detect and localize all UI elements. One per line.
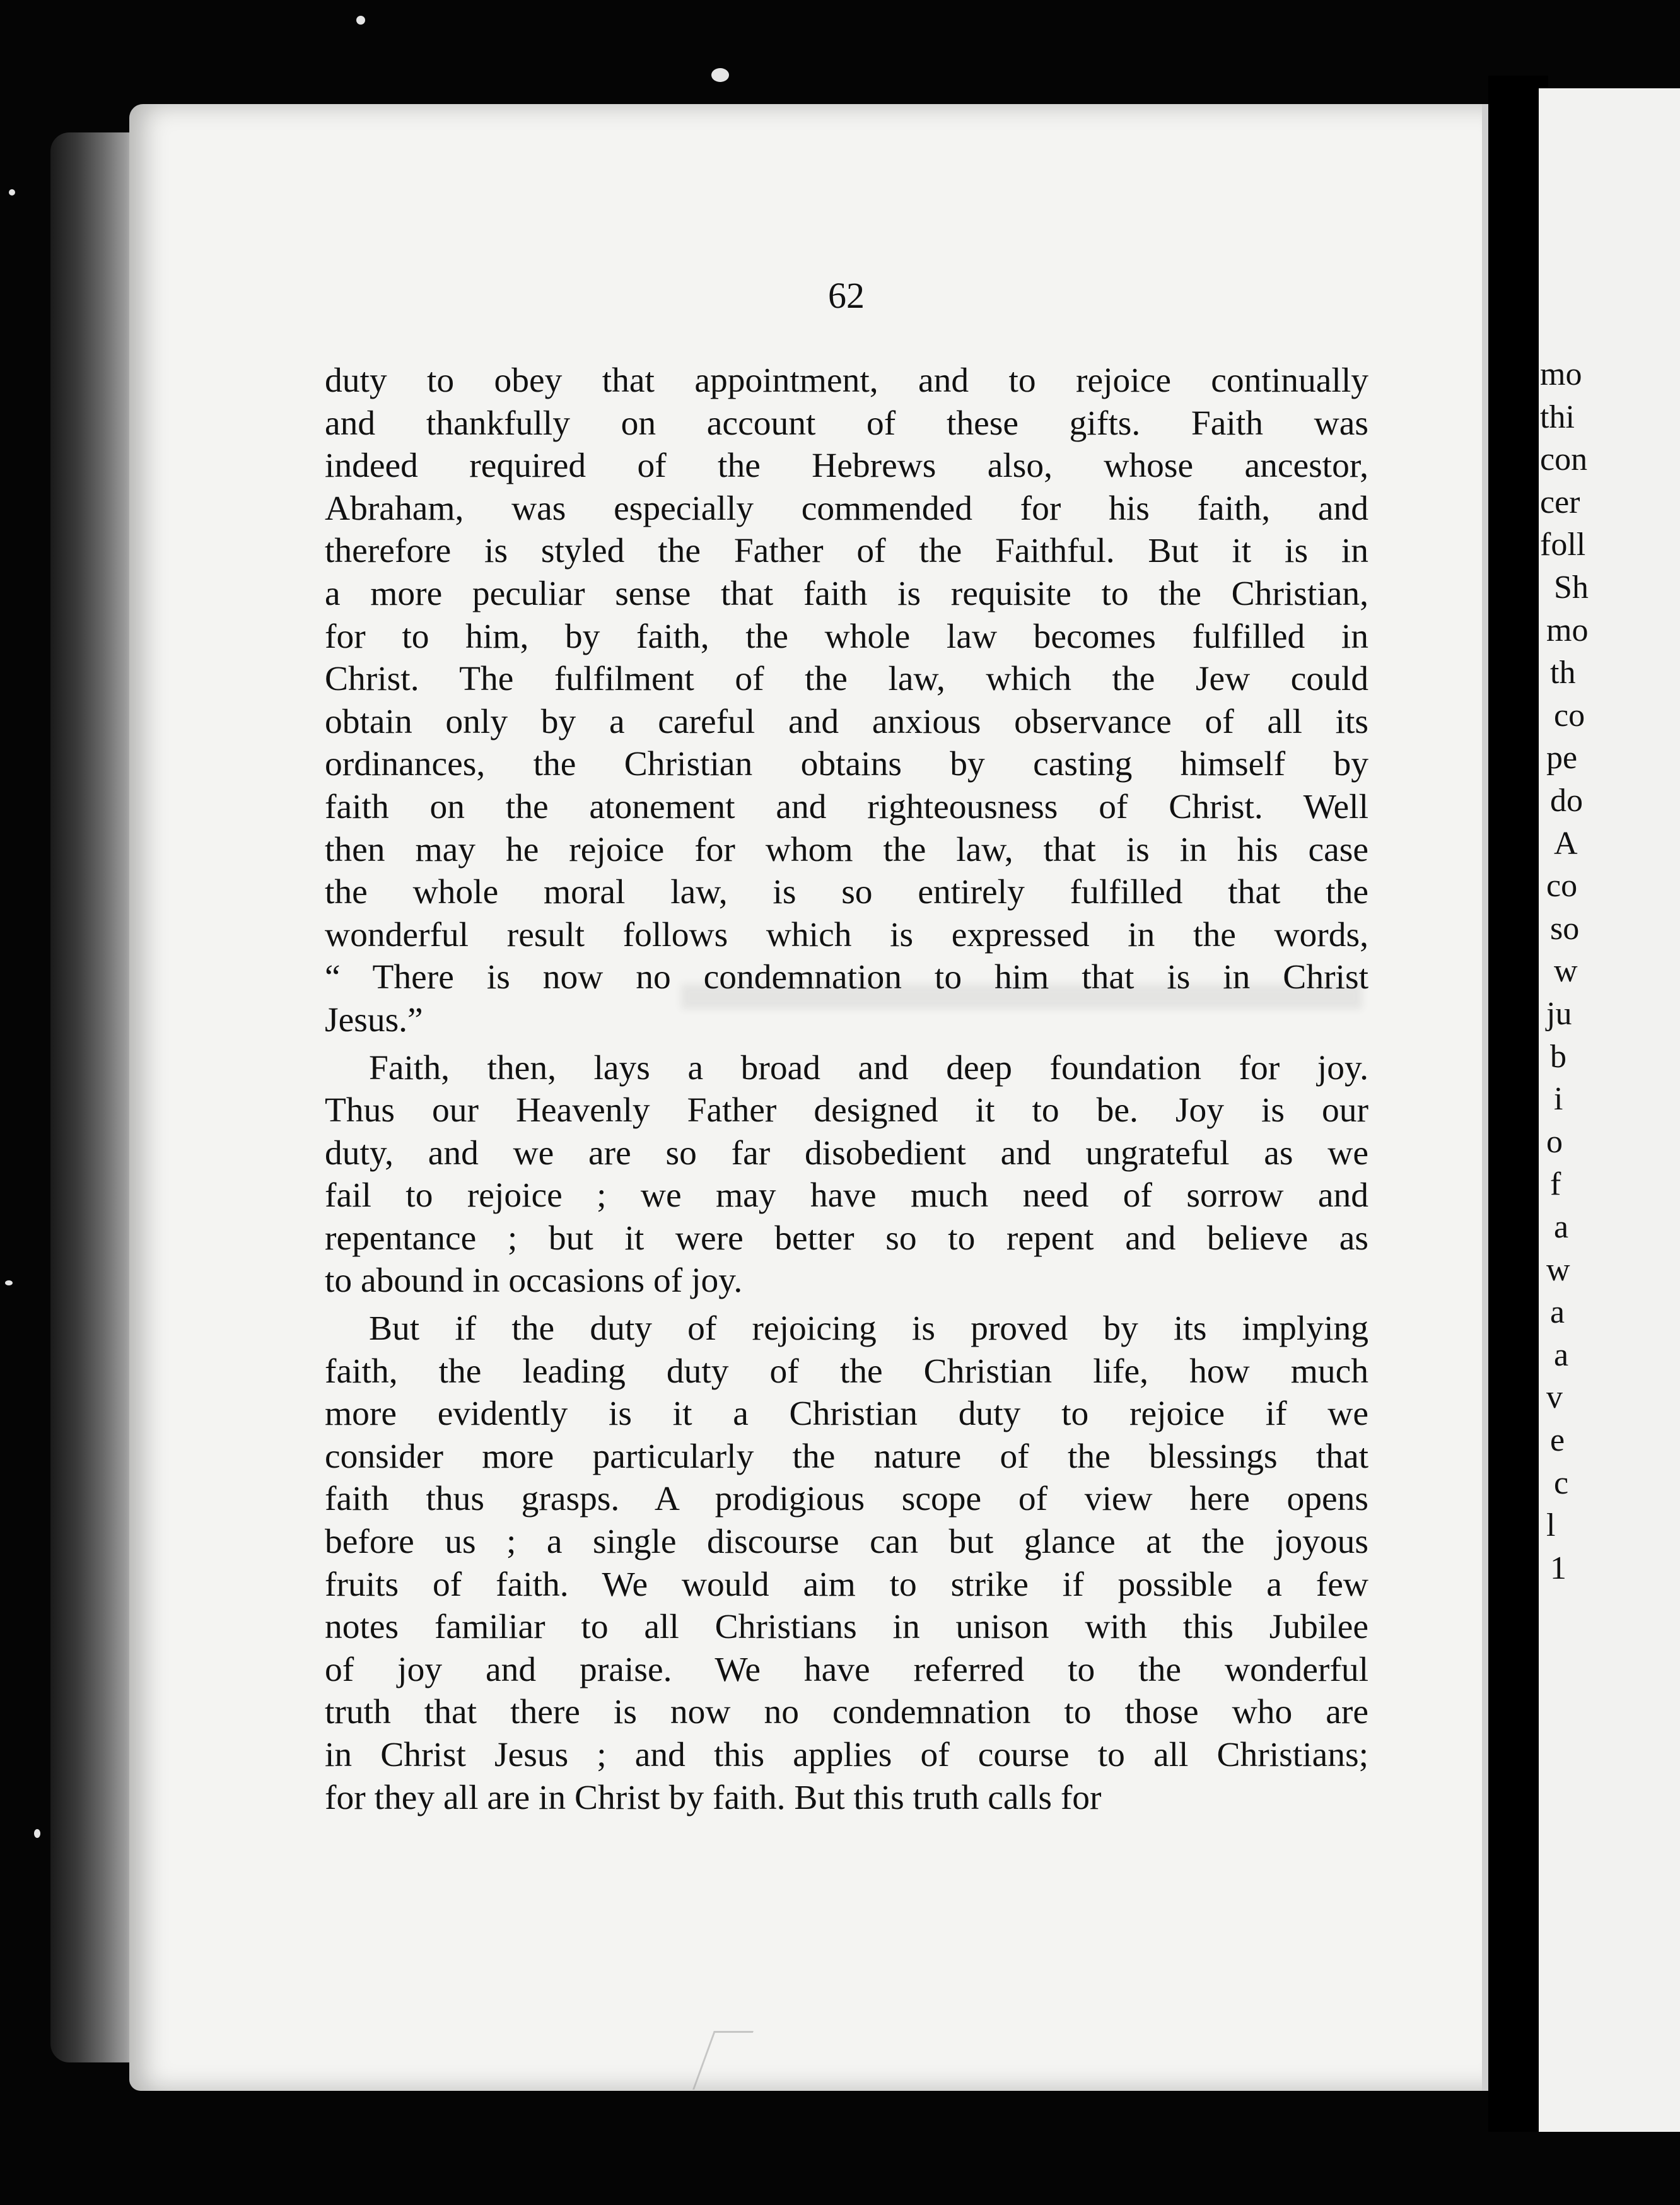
dust-speck — [5, 1280, 13, 1285]
text-line: truth that there is now no condemnation to those who are — [325, 1693, 1368, 1732]
text-line: more evidently is it a Christian duty to rejoice if we — [325, 1395, 1368, 1434]
facing-line-fragment: b — [1550, 1038, 1566, 1075]
text-line: faith on the atonement and righteousness of Christ. Well — [325, 787, 1368, 826]
text-line: a more peculiar sense that faith is requisite to the Christian, — [325, 574, 1368, 613]
text-line: to abound in occasions of joy. — [325, 1261, 743, 1301]
dust-speck — [356, 16, 365, 25]
facing-line-fragment: l — [1546, 1507, 1556, 1544]
facing-line-fragment: th — [1550, 655, 1576, 691]
text-line: the whole moral law, is so entirely fulfilled that the — [325, 873, 1368, 912]
facing-line-fragment: con — [1540, 442, 1588, 478]
facing-page — [1539, 88, 1680, 2132]
facing-line-fragment: co — [1554, 697, 1585, 734]
facing-line-fragment: w — [1546, 1251, 1570, 1288]
text-line: wonderful result follows which is expressed in the words, — [325, 915, 1368, 954]
facing-line-fragment: ju — [1546, 996, 1572, 1032]
text-line: in Christ Jesus ; and this applies of course to all Christians; — [325, 1736, 1368, 1774]
paragraph-gap — [325, 1302, 1368, 1307]
text-line: consider more particularly the nature of the blessings that — [325, 1437, 1368, 1476]
facing-line-fragment: e — [1550, 1422, 1565, 1458]
paragraph — [325, 1047, 1368, 1303]
dust-speck — [711, 68, 729, 82]
text-line: Abraham, was especially commended for his faith, and — [325, 489, 1368, 528]
text-line: Thus our Heavenly Father designed it to be. Joy is our — [325, 1091, 1368, 1130]
dust-speck — [34, 1829, 40, 1838]
text-line: then may he rejoice for whom the law, that is in his case — [325, 830, 1368, 869]
text-line: repentance ; but it were better so to repent and believe as — [325, 1219, 1368, 1258]
text-line: But if the duty of rejoicing is proved by its implying — [369, 1309, 1368, 1348]
text-line: before us ; a single discourse can but glance at the joyous — [325, 1523, 1368, 1562]
facing-line-fragment: 1 — [1550, 1550, 1566, 1586]
facing-line-fragment: co — [1546, 868, 1578, 904]
text-line: Christ. The fulfilment of the law, which the Jew could — [325, 660, 1368, 699]
text-line: Jesus.” — [325, 1000, 423, 1039]
facing-line-fragment: do — [1550, 783, 1583, 819]
page-number: 62 — [828, 275, 865, 316]
facing-line-fragment: A — [1554, 825, 1578, 862]
facing-line-fragment: w — [1554, 953, 1578, 990]
text-line: fail to rejoice ; we may have much need of sorrow and — [325, 1176, 1368, 1215]
facing-line-fragment: a — [1554, 1209, 1569, 1245]
facing-line-fragment: thi — [1540, 399, 1575, 435]
text-line: obtain only by a careful and anxious observance of all its — [325, 702, 1368, 741]
text-line: “ There is now no condemnation to him that is in Christ — [325, 958, 1368, 997]
facing-line-fragment: pe — [1546, 740, 1578, 776]
text-line: therefore is styled the Father of the Faithful. But it is in — [325, 532, 1368, 571]
facing-line-fragment: f — [1550, 1166, 1561, 1203]
text-line: of joy and praise. We have referred to the wonderful — [325, 1650, 1368, 1689]
text-line: duty, and we are so far disobedient and ungrateful as we — [325, 1133, 1368, 1173]
facing-line-fragment: Sh — [1554, 570, 1589, 605]
text-line: ordinances, the Christian obtains by casting himself by — [325, 745, 1368, 784]
text-line: duty to obey that appointment, and to rejoice continually — [325, 361, 1368, 400]
text-line: notes familiar to all Christians in unison with this Jubilee — [325, 1608, 1368, 1647]
facing-line-fragment: mo — [1546, 612, 1589, 648]
text-line: fruits of faith. We would aim to strike if possible a few — [325, 1565, 1368, 1604]
facing-line-fragment: a — [1554, 1336, 1569, 1373]
text-line: Faith, then, lays a broad and deep foundation for joy. — [369, 1048, 1368, 1087]
facing-line-fragment: so — [1550, 910, 1580, 947]
facing-line-fragment: i — [1554, 1081, 1563, 1118]
text-line: and thankfully on account of these gifts. Faith was — [325, 404, 1368, 443]
page-edge — [1482, 104, 1488, 2091]
paragraph — [325, 360, 1368, 1042]
text-line: faith, the leading duty of the Christian life, how much — [325, 1352, 1368, 1391]
facing-line-fragment: mo — [1540, 356, 1582, 392]
facing-line-fragment: o — [1546, 1123, 1563, 1160]
paragraph-gap — [325, 1042, 1368, 1047]
book-binding-edge — [50, 132, 139, 2062]
text-line: indeed required of the Hebrews also, whose ancestor, — [325, 447, 1368, 486]
facing-line-fragment: foll — [1540, 527, 1586, 563]
dust-speck — [9, 189, 15, 196]
facing-line-fragment: v — [1546, 1379, 1563, 1416]
text-line: faith thus grasps. A prodigious scope of view here opens — [325, 1480, 1368, 1519]
facing-line-fragment: a — [1550, 1294, 1565, 1331]
facing-line-fragment: c — [1554, 1465, 1569, 1501]
text-line: for to him, by faith, the whole law becomes fulfilled in — [325, 617, 1368, 656]
text-line: for they all are in Christ by faith. But this truth calls for — [325, 1778, 1102, 1817]
paragraph — [325, 1307, 1368, 1819]
facing-line-fragment: cer — [1540, 484, 1580, 520]
body-text — [325, 360, 1368, 1819]
